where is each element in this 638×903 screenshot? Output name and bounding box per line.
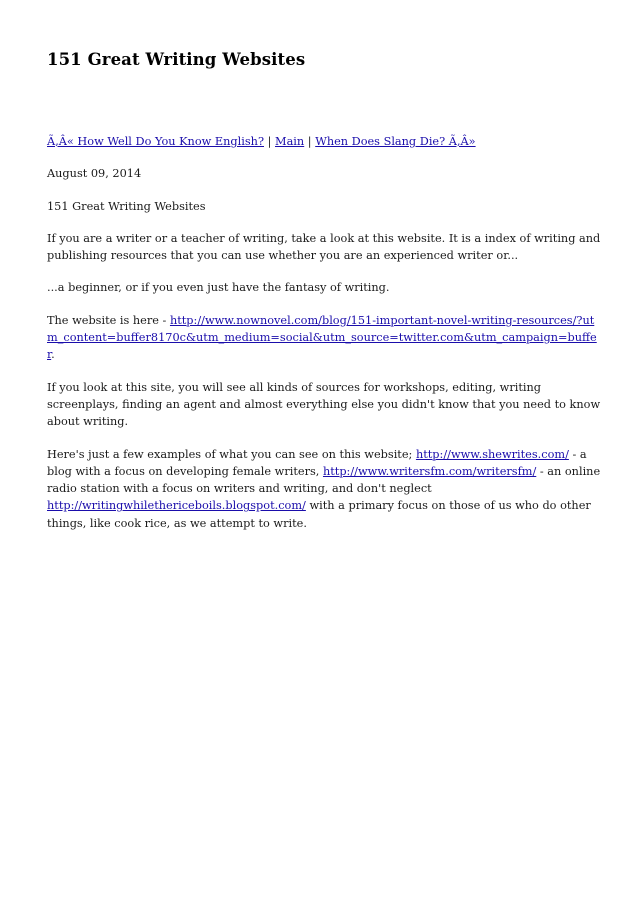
examples-text-b: - a blog with a focus on developing female writers, <box>47 447 587 478</box>
writersfm-link[interactable]: http://www.writersfm.com/writersfm/ <box>322 464 537 478</box>
nownovel-link[interactable]: http://www.nownovel.com/blog/151-important-novel-writing-resources/?utm_content=buffer8170c&utm_medium=social&utm_source=twitter.com&utm_campaign=buffer <box>47 313 597 362</box>
previous-post-link[interactable]: Ã‚Â« How Well Do You Know English? <box>47 135 264 148</box>
paragraph-examples <box>47 446 602 532</box>
website-intro-text: The website is here - <box>47 313 170 327</box>
paragraph-intro: If you are a writer or a teacher of writing, take a look at this website. It is a index of writing and publishing resources that you can use whether you are an experienced writer or... <box>47 231 601 263</box>
next-post-link[interactable]: When Does Slang Die? Ã‚Â» <box>315 135 476 148</box>
examples-text-a: Here's just a few examples of what you can see on this website; <box>47 447 416 461</box>
paragraph-sources: If you look at this site, you will see all kinds of sources for workshops, editing, writing screenplays, finding an agent and almost everything else you didn't know that you need to know about writing. <box>47 380 601 429</box>
post-date: August 09, 2014 <box>47 167 142 181</box>
examples-text-c: - an online radio station with a focus on writers and writing, and don't neglect <box>47 464 601 496</box>
examples-text-d: with a primary focus on those of us who do other things, like cook rice, as we attempt to write. <box>47 499 591 530</box>
nav-separator: | <box>264 135 275 148</box>
shewrites-link[interactable]: http://www.shewrites.com/ <box>415 447 569 461</box>
page-title: 151 Great Writing Websites <box>47 50 306 69</box>
paragraph-beginner: ...a beginner, or if you even just have the fantasy of writing. <box>47 281 390 295</box>
writingwhilethericeboils-link[interactable]: http://writingwhilethericeboils.blogspot.com/ <box>47 499 306 513</box>
nav-separator: | <box>304 135 316 148</box>
post-title: 151 Great Writing Websites <box>47 199 206 213</box>
post-body <box>47 133 602 547</box>
main-link[interactable]: Main <box>275 135 305 148</box>
post-navigation <box>47 133 602 150</box>
paragraph-website <box>47 312 602 364</box>
website-tail-text: . <box>51 348 55 362</box>
